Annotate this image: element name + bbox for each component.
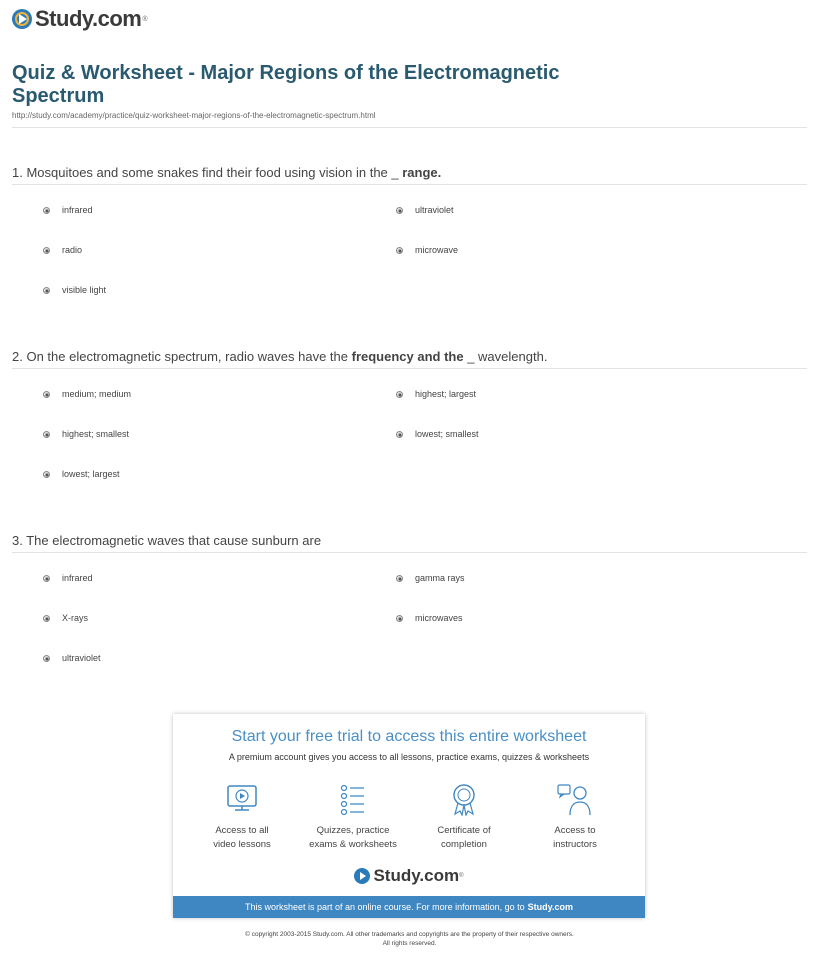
divider bbox=[12, 184, 807, 185]
feature-certificate: Certificate of completion bbox=[414, 782, 514, 852]
logo-wordmark: Study.com bbox=[35, 6, 142, 31]
feature-video-lessons: Access to all video lessons bbox=[192, 782, 292, 852]
radio-button-icon[interactable] bbox=[43, 575, 50, 582]
radio-button-icon[interactable] bbox=[43, 655, 50, 662]
question-1: 1. Mosquitoes and some snakes find their food using vision in the _ range. bbox=[12, 165, 442, 180]
certificate-icon bbox=[447, 782, 481, 816]
promo-study-logo[interactable]: Study.com ® bbox=[173, 866, 645, 886]
radio-button-icon[interactable] bbox=[43, 471, 50, 478]
answer-option[interactable]: gamma rays bbox=[396, 573, 465, 583]
promo-heading[interactable]: Start your free trial to access this entire worksheet bbox=[231, 728, 587, 745]
radio-button-icon[interactable] bbox=[396, 207, 403, 214]
answer-option[interactable]: highest; smallest bbox=[43, 429, 129, 439]
course-info-banner: This worksheet is part of an online course. For more information, go to Study.com bbox=[173, 896, 645, 918]
free-trial-promo bbox=[173, 714, 645, 918]
answer-option[interactable]: X-rays bbox=[43, 613, 88, 623]
answer-option[interactable]: medium; medium bbox=[43, 389, 131, 399]
checklist-icon bbox=[336, 782, 370, 816]
divider bbox=[12, 552, 807, 553]
radio-button-icon[interactable] bbox=[396, 247, 403, 254]
radio-button-icon[interactable] bbox=[396, 615, 403, 622]
play-logo-icon bbox=[354, 868, 370, 884]
answer-option[interactable]: highest; largest bbox=[396, 389, 476, 399]
copyright-footer: © copyright 2003-2015 Study.com. All other trademarks and copyrights are the property of their respective owners. All rights reserved. bbox=[245, 931, 574, 947]
answer-option[interactable]: lowest; smallest bbox=[396, 429, 479, 439]
feature-quizzes: Quizzes, practice exams & worksheets bbox=[303, 782, 403, 852]
radio-button-icon[interactable] bbox=[43, 391, 50, 398]
radio-button-icon[interactable] bbox=[396, 391, 403, 398]
radio-button-icon[interactable] bbox=[43, 247, 50, 254]
study-com-link[interactable]: Study.com bbox=[527, 902, 573, 912]
answer-option[interactable]: visible light bbox=[43, 285, 106, 295]
study-logo[interactable] bbox=[12, 6, 148, 32]
answer-option[interactable]: microwave bbox=[396, 245, 458, 255]
radio-button-icon[interactable] bbox=[396, 431, 403, 438]
play-logo-icon bbox=[12, 9, 32, 29]
question-2: 2. On the electromagnetic spectrum, radio waves have the frequency and the _ wavelength. bbox=[12, 349, 548, 364]
answer-option[interactable]: ultraviolet bbox=[396, 205, 454, 215]
answer-option[interactable]: infrared bbox=[43, 573, 93, 583]
page-url[interactable]: http://study.com/academy/practice/quiz-worksheet-major-regions-of-the-electromagnetic-spectrum.html bbox=[12, 111, 376, 120]
feature-instructors: Access to instructors bbox=[525, 782, 625, 852]
divider bbox=[12, 368, 807, 369]
question-3: 3. The electromagnetic waves that cause sunburn are bbox=[12, 533, 322, 548]
instructor-icon bbox=[556, 782, 594, 816]
answer-option[interactable]: microwaves bbox=[396, 613, 463, 623]
trademark-mark: ® bbox=[142, 15, 148, 23]
radio-button-icon[interactable] bbox=[43, 207, 50, 214]
radio-button-icon[interactable] bbox=[43, 431, 50, 438]
answer-option[interactable]: radio bbox=[43, 245, 82, 255]
radio-button-icon[interactable] bbox=[396, 575, 403, 582]
answer-option[interactable]: infrared bbox=[43, 205, 93, 215]
answer-option[interactable]: lowest; largest bbox=[43, 469, 120, 479]
divider bbox=[12, 127, 807, 128]
answer-option[interactable]: ultraviolet bbox=[43, 653, 101, 663]
page-title: Quiz & Worksheet - Major Regions of the Electromagnetic Spectrum bbox=[12, 62, 560, 107]
video-lesson-icon bbox=[225, 782, 259, 816]
radio-button-icon[interactable] bbox=[43, 615, 50, 622]
promo-subheading: A premium account gives you access to all lessons, practice exams, quizzes & worksheets bbox=[228, 752, 590, 762]
radio-button-icon[interactable] bbox=[43, 287, 50, 294]
